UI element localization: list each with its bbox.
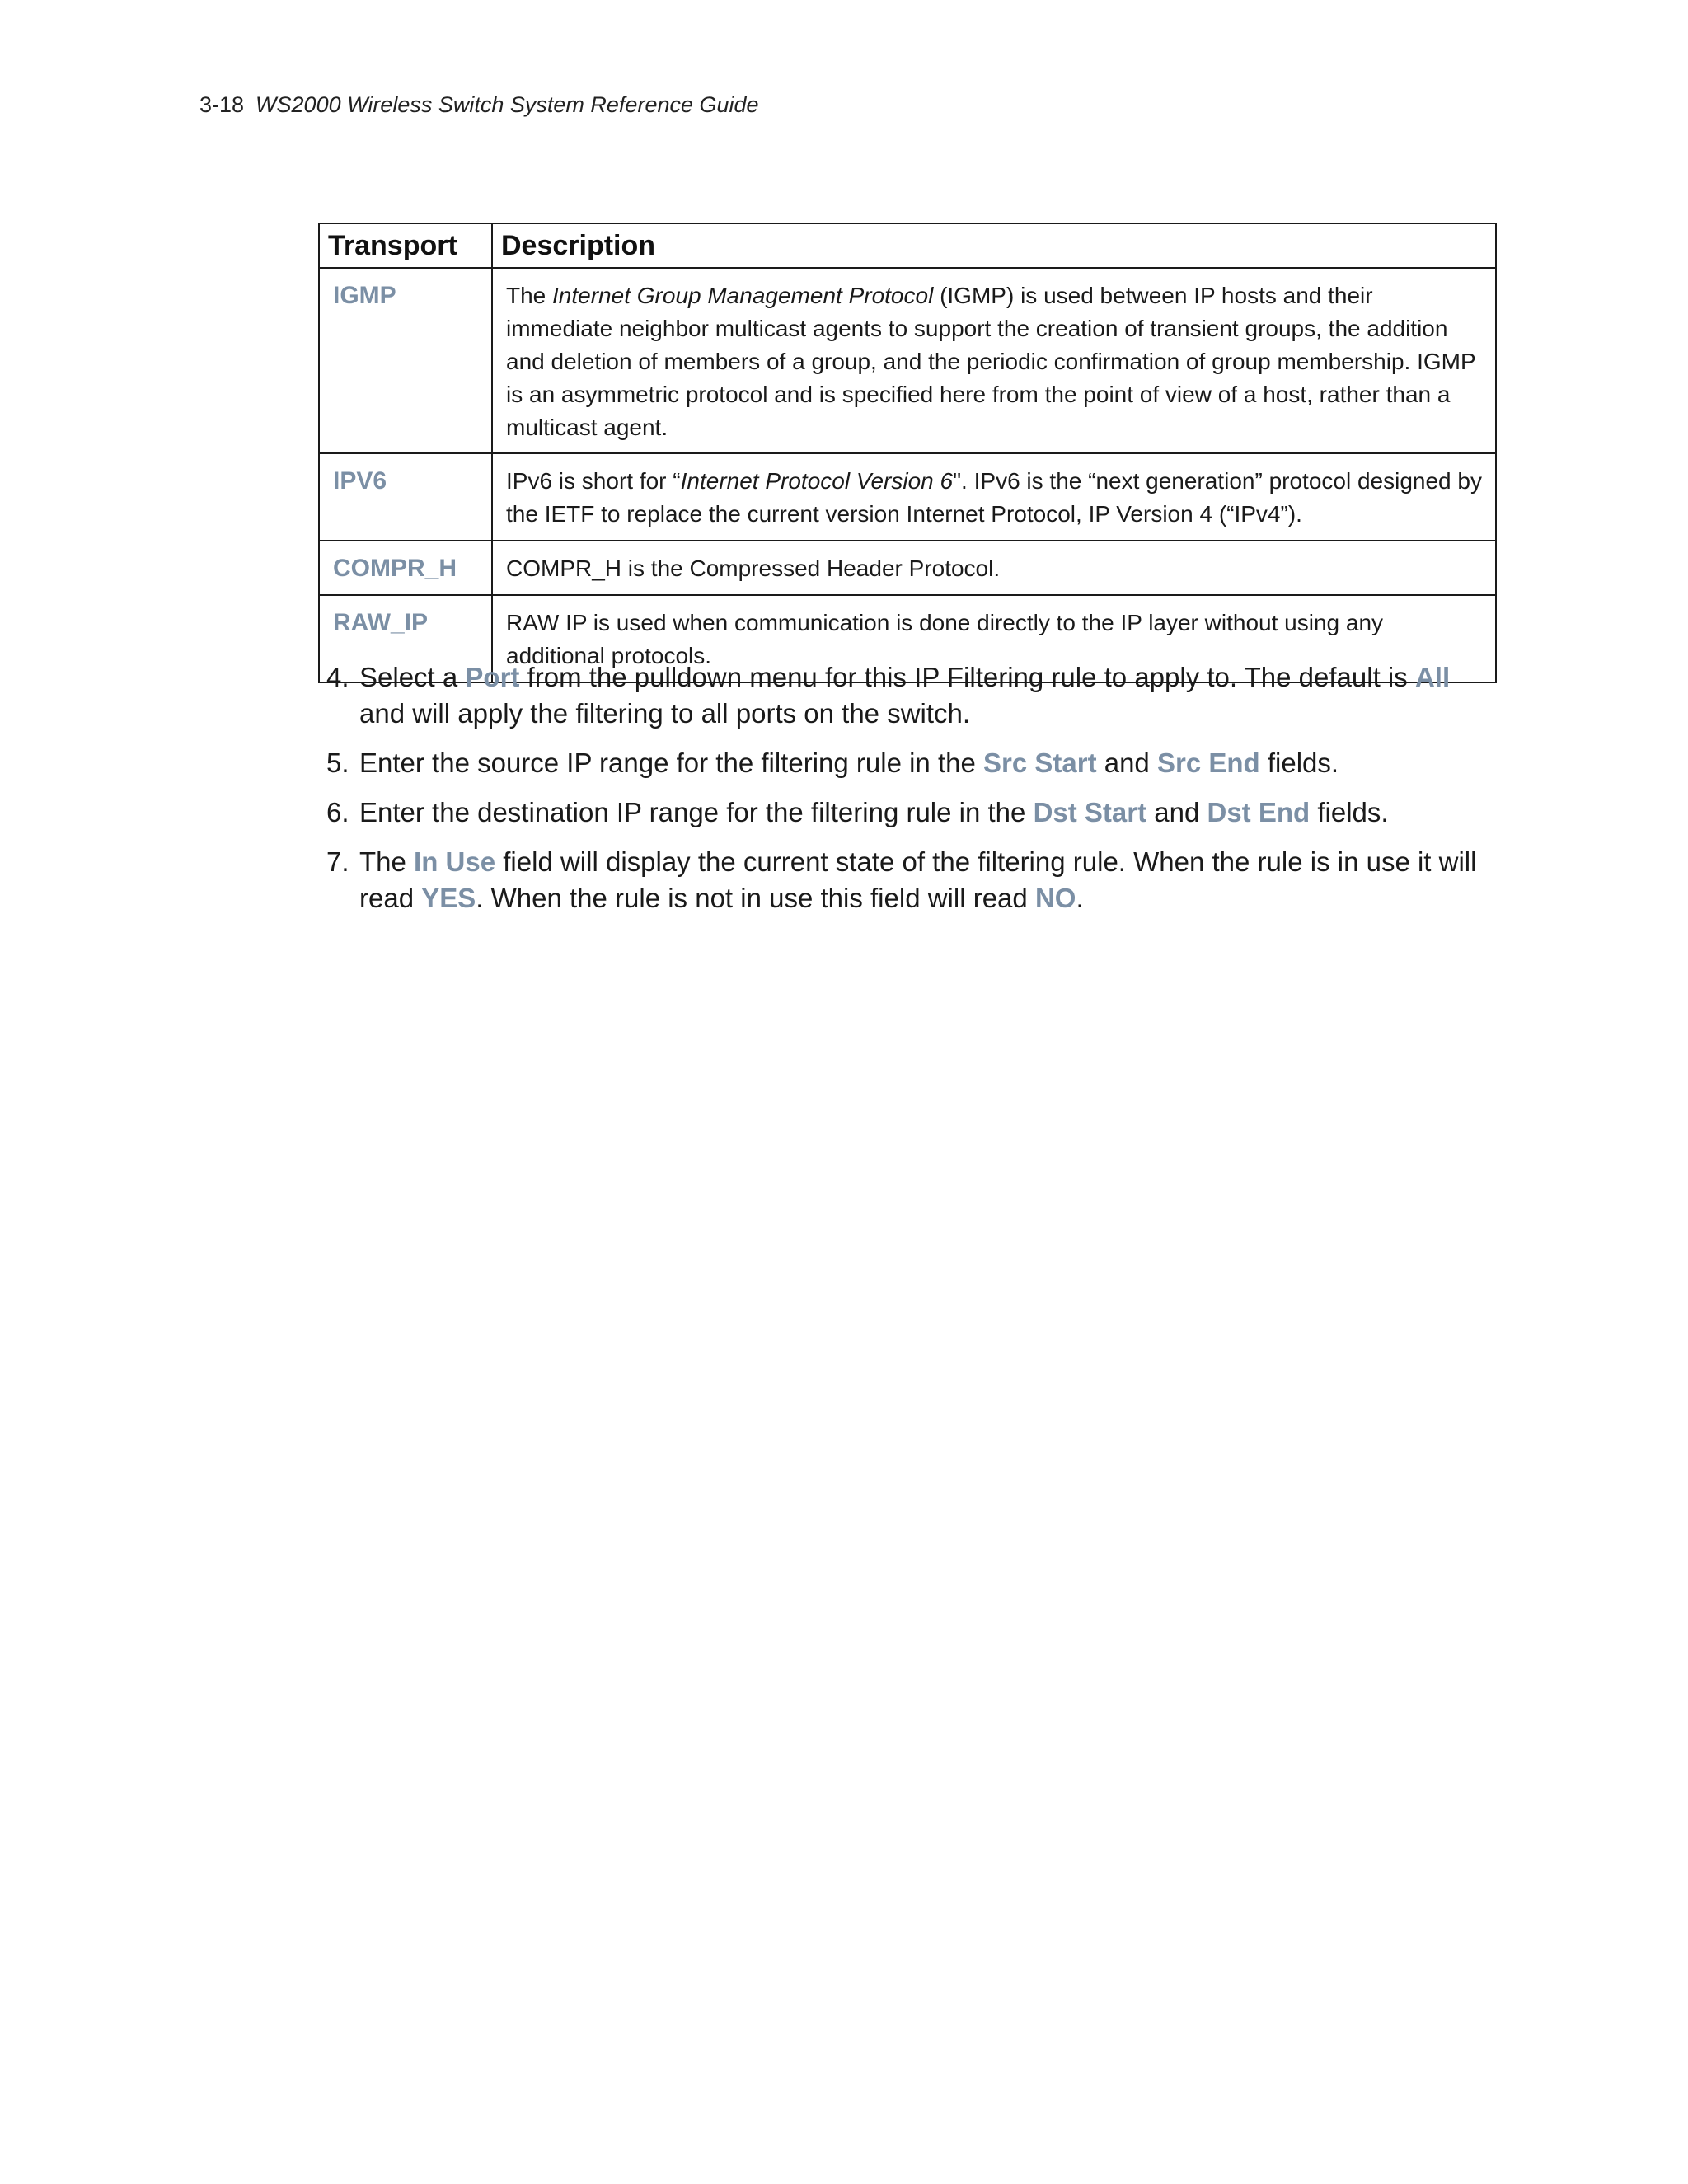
step-keyword: Dst End — [1207, 797, 1311, 827]
transport-term: RAW_IP — [319, 595, 492, 682]
description-text: ". IPv6 is the “next generation” protocol designed by the IETF to replace the current version Internet Protocol, IP Version 4 (“IPv4”). — [506, 468, 1482, 527]
step-keyword: Src Start — [983, 748, 1097, 778]
description-text: (IGMP) is used between IP hosts and their immediate neighbor multicast agents to support the creation of transient groups, the addition and deletion of members of a group, and the periodic confirmation of group membership. IGMP is an asymmetric protocol and is specified here from the point of view of a host, rather than a multicast agent. — [506, 283, 1476, 440]
step-text: and will apply the filtering to all ports on the switch. — [359, 698, 971, 729]
step-text: The — [359, 846, 415, 877]
list-item — [326, 659, 1497, 732]
description-emphasis: Internet Group Management Protocol — [552, 283, 934, 308]
list-item — [326, 745, 1497, 781]
description-text: COMPR_H is the Compressed Header Protocol. — [506, 555, 1001, 581]
transport-table — [318, 223, 1497, 683]
step-text: . When the rule is not in use this field will read — [476, 883, 1035, 913]
description-text: RAW IP is used when communication is done directly to the IP layer without using any additional protocols. — [506, 610, 1384, 668]
transport-term: IGMP — [319, 268, 492, 453]
list-item — [326, 844, 1497, 916]
description-text: The — [506, 283, 553, 308]
step-text: Enter the destination IP range for the filtering rule in the — [359, 797, 1034, 827]
step-text: . — [1076, 883, 1084, 913]
transport-term: IPV6 — [319, 453, 492, 541]
step-text: fields. — [1259, 748, 1339, 778]
table-header-row — [319, 223, 1496, 268]
transport-description — [492, 268, 1496, 453]
step-keyword: Port — [465, 662, 520, 692]
column-header-description: Description — [492, 223, 1496, 268]
description-text: IPv6 is short for “ — [506, 468, 681, 494]
step-number: 7. — [326, 846, 349, 877]
step-text: from the pulldown menu for this IP Filtering rule to apply to. The default is — [519, 662, 1415, 692]
description-emphasis: Internet Protocol Version 6 — [680, 468, 954, 494]
step-text: Select a — [359, 662, 466, 692]
table-row — [319, 541, 1496, 595]
step-number: 4. — [326, 662, 349, 692]
step-keyword: NO — [1034, 883, 1076, 913]
list-item — [326, 794, 1497, 831]
step-number: 5. — [326, 748, 349, 778]
column-header-transport: Transport — [319, 223, 492, 268]
step-text: Enter the source IP range for the filtering rule in the — [359, 748, 983, 778]
step-text: and — [1096, 748, 1157, 778]
guide-title: WS2000 Wireless Switch System Reference Guide — [256, 92, 759, 117]
table-row — [319, 268, 1496, 453]
step-text: and — [1146, 797, 1207, 827]
step-keyword: In Use — [414, 846, 496, 877]
step-keyword: YES — [421, 883, 476, 913]
step-keyword: Dst Start — [1033, 797, 1147, 827]
transport-term: COMPR_H — [319, 541, 492, 595]
page-number: 3-18 — [199, 92, 245, 117]
transport-description — [492, 453, 1496, 541]
steps-list — [326, 659, 1497, 930]
transport-description — [492, 541, 1496, 595]
step-number: 6. — [326, 797, 349, 827]
step-keyword: All — [1414, 662, 1451, 692]
table-row — [319, 453, 1496, 541]
step-keyword: Src End — [1156, 748, 1260, 778]
page-header — [199, 92, 759, 118]
step-text: field will display the current state of the filtering rule. When the rule is in use it will read — [359, 846, 1477, 913]
step-text: fields. — [1310, 797, 1389, 827]
